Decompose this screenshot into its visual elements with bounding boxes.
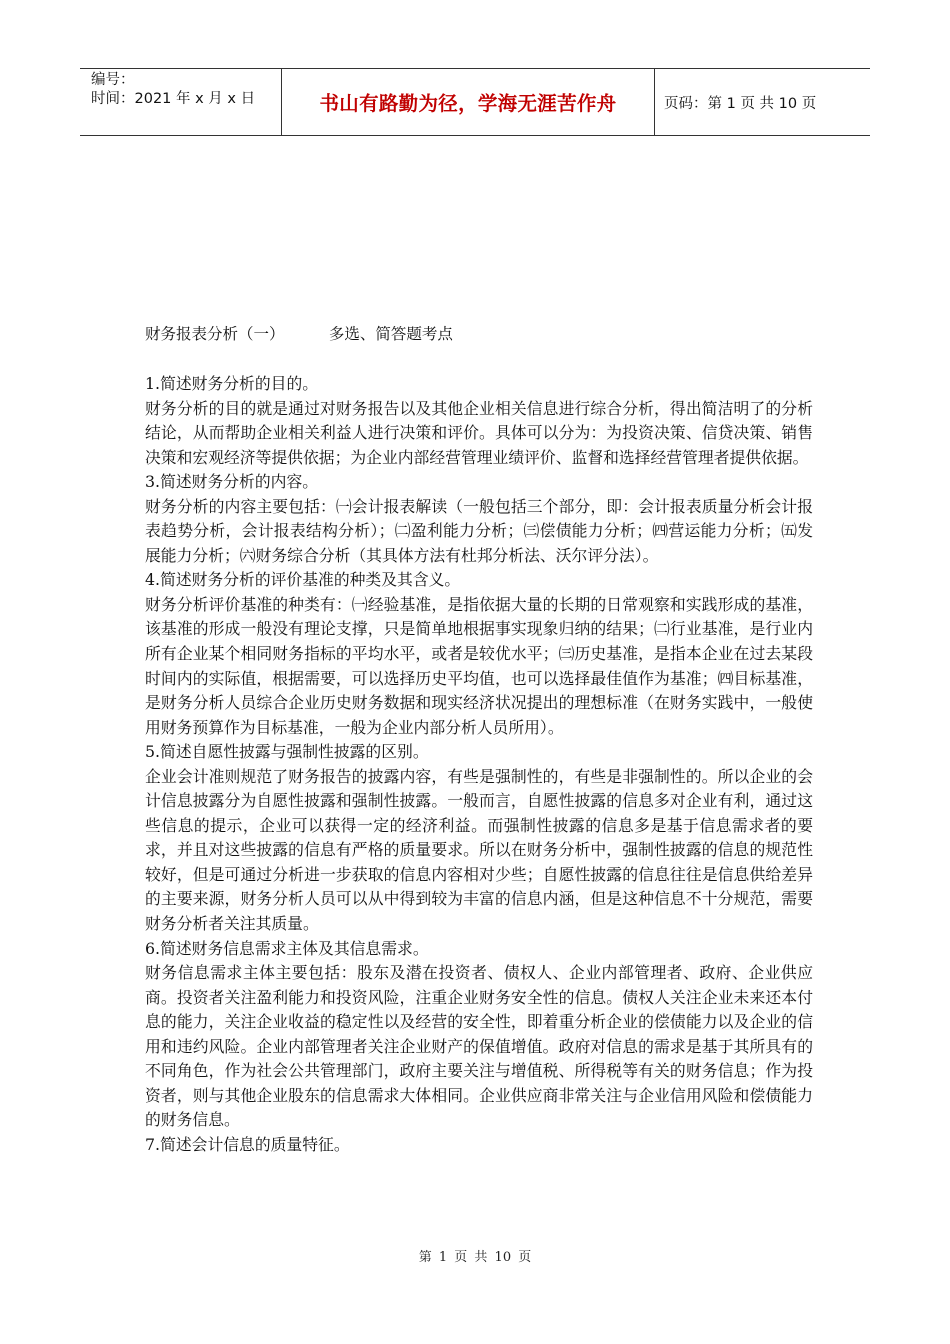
answer-paragraph: 企业会计准则规范了财务报告的披露内容，有些是强制性的，有些是非强制性的。所以企业的会计信息披露分为自愿性披露和强制性披露。一般而言，自愿性披露的信息多对企业有利，通过这些信息的提示，企业可以获得一定的经济利益。而强制性披露的信息多是基于信息需求者的要求，并且对这些披露的信息有严格的质量要求。所以在财务分析中，强制性披露的信息的规范性较好，但是可通过分析进一步获取的信息内容相对少些；自愿性披露的信息往往是信息供给差异的主要来源，财务分析人员可以从中得到较为丰富的信息内涵，但是这种信息不十分规范，需要财务分析者关注其质量。 (145, 766, 813, 934)
question-heading: 5.简述自愿性披露与强制性披露的区别。 (145, 742, 429, 762)
question-heading: 3.简述财务分析的内容。 (145, 472, 319, 492)
document-title: 财务报表分析（一） 多选、简答题考点 (145, 325, 453, 343)
header-motto: 书山有路勤为径，学海无涯苦作舟 (282, 69, 655, 135)
answer-paragraph: 财务分析的目的就是通过对财务报告以及其他企业相关信息进行综合分析，得出简洁明了的分析结论，从而帮助企业相关利益人进行决策和评价。具体可以分为：为投资决策、信贷决策、销售决策和宏观经济等提供依据；为企业内部经营管理业绩评价、监督和选择经营管理者提供依据。 (145, 398, 813, 467)
answer-paragraph: 财务信息需求主体主要包括：股东及潜在投资者、债权人、企业内部管理者、政府、企业供应商。投资者关注盈利能力和投资风险，注重企业财务安全性的信息。债权人关注企业未来还本付息的能力，关注企业收益的稳定性以及经营的安全性，即着重分析企业的偿债能力以及企业的信用和违约风险。企业内部管理者关注企业财产的保值增值。政府对信息的需求是基于其所具有的不同角色，作为社会公共管理部门，政府主要关注与增值税、所得税等有关的财务信息；作为投资者，则与其他企业股东的信息需求大体相同。企业供应商非常关注与企业信用风险和偿债能力的财务信息。 (145, 963, 813, 1130)
question-heading: 1.简述财务分析的目的。 (145, 374, 319, 393)
question-heading: 7.简述会计信息的质量特征。 (145, 1134, 350, 1154)
question-heading: 4.简述财务分析的评价基准的种类及其含义。 (145, 570, 461, 590)
document-body (145, 372, 813, 1158)
header-meta (80, 69, 282, 135)
answer-paragraph: 财务分析的内容主要包括：㈠会计报表解读（一般包括三个部分，即：会计报表质量分析会计报表趋势分析，会计报表结构分析）；㈡盈利能力分析；㈢偿债能力分析；㈣营运能力分析；㈤发展能力分析；㈥财务综合分析（其具体方法有杜邦分析法、沃尔评分法）。 (145, 496, 813, 565)
page-header (80, 68, 870, 136)
answer-paragraph: 财务分析评价基准的种类有：㈠经验基准，是指依据大量的长期的日常观察和实践形成的基准，该基准的形成一般没有理论支撑，只是简单地根据事实现象归纳的结果；㈡行业基准，是行业内所有企业某个相同财务指标的平均水平，或者是较优水平；㈢历史基准，是指本企业在过去某段时间内的实际值，根据需要，可以选择历史平均值，也可以选择最佳值作为基准；㈣目标基准，是财务分析人员综合企业历史财务数据和现实经济状况提出的理想标准（在财务实践中，一般使用财务预算作为目标基准，一般为企业内部分析人员所用）。 (145, 594, 813, 737)
header-number-label: 编号： (91, 72, 135, 88)
question-heading: 6.简述财务信息需求主体及其信息需求。 (145, 938, 429, 958)
page-footer-number: 第 1 页 共 10 页 (418, 1250, 532, 1265)
header-date: 时间：2021 年 x 月 x 日 (91, 91, 256, 107)
header-page-info: 页码：第 1 页 共 10 页 (664, 95, 817, 112)
